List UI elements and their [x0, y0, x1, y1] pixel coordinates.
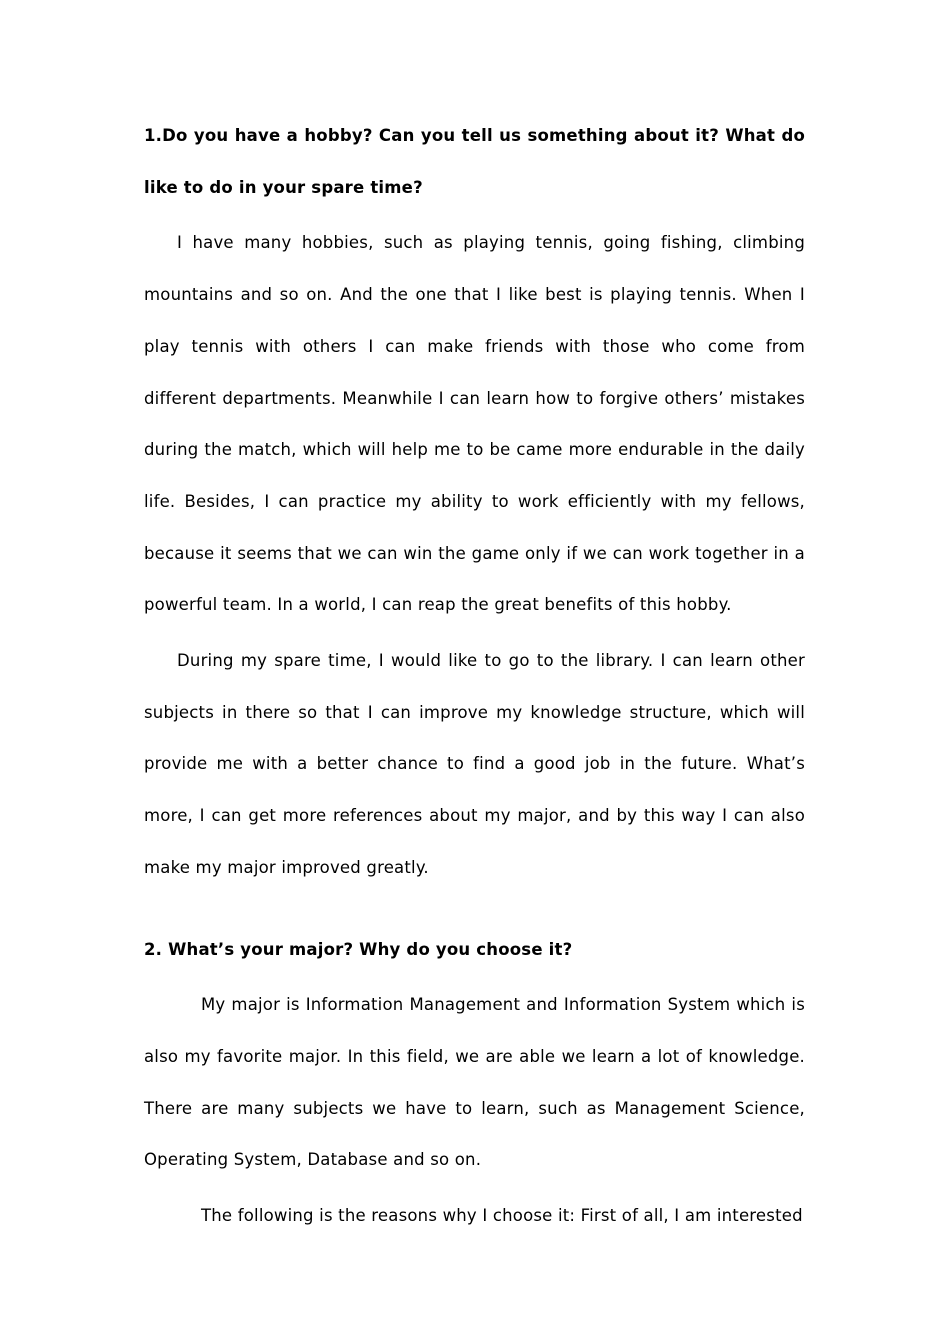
question-2-heading: 2. What’s your major? Why do you choose it? [144, 939, 573, 959]
question-1-paragraph-2: During my spare time, I would like to go to the library. I can learn other subjects in there so that I can improve my knowledge structure, which will provide me with a better chance to find a good job in the future. What’s more, I can get more references about my major, and by this way I can also make my major improved greatly. [144, 651, 805, 877]
question-1-paragraph-1: I have many hobbies, such as playing tennis, going fishing, climbing mountains and so on. And the one that I like best is playing tennis. When I play tennis with others I can make friends with those who come from different departments. Meanwhile I can learn how to forgive others’ mistakes during the match, which will help me to be came more endurable in the daily life. Besides, I can practice my ability to work efficiently with my fellows, because it seems that we can win the game only if we can work together in a powerful team. In a world, I can reap the great benefits of this hobby. [144, 233, 805, 615]
question-2-paragraph-1: My major is Information Management and Information System which is also my favorite major. In this field, we are able we learn a lot of knowledge. There are many subjects we have to learn, such as Management Science, Operating System, Database and so on. [144, 995, 805, 1170]
question-1-heading: 1.Do you have a hobby? Can you tell us something about it? What do like to do in your spare time? [144, 126, 805, 197]
question-2-paragraph-2: The following is the reasons why I choose it: First of all, I am interested [201, 1206, 803, 1226]
document-body [144, 110, 805, 1242]
